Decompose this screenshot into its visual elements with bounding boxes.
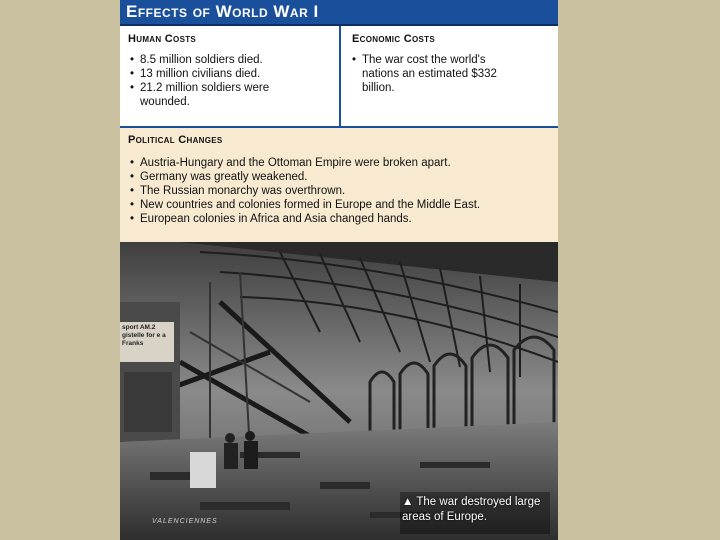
human-costs-heading: Human Costs — [128, 33, 197, 45]
costs-section — [120, 26, 558, 128]
human-costs-list — [130, 53, 320, 109]
page-title: Effects of World War I — [126, 2, 319, 21]
list-item: • 21.2 million soldiers were wounded. — [130, 81, 320, 109]
economic-costs-list — [352, 53, 522, 95]
title-bar — [120, 0, 558, 26]
political-changes-heading: Political Changes — [128, 134, 223, 146]
list-item: • Austria-Hungary and the Ottoman Empire were broken apart. — [130, 156, 550, 170]
list-item: • Germany was greatly weakened. — [130, 170, 550, 184]
list-item: • 13 million civilians died. — [130, 67, 320, 81]
info-panel — [120, 0, 558, 540]
photo-caption — [402, 495, 552, 525]
political-changes-list — [130, 156, 550, 226]
list-item: • The Russian monarchy was overthrown. — [130, 184, 550, 198]
photo-watermark: VALENCIENNES — [152, 518, 218, 525]
triangle-icon: ▲ — [402, 496, 414, 508]
list-item: • New countries and colonies formed in Europe and the Middle East. — [130, 198, 550, 212]
list-item: • 8.5 million soldiers died. — [130, 53, 320, 67]
list-item: • European colonies in Africa and Asia changed hands. — [130, 212, 550, 226]
station-sign: sport AM.2 gistelle for e a Franks — [120, 322, 174, 362]
war-damage-photo — [120, 242, 558, 540]
political-changes-section — [120, 128, 558, 242]
caption-text: The war destroyed large areas of Europe. — [402, 496, 541, 523]
list-item: • The war cost the world's nations an estimated $332 billion. — [352, 53, 522, 95]
economic-costs-heading: Economic Costs — [352, 33, 435, 45]
column-divider — [339, 26, 341, 126]
